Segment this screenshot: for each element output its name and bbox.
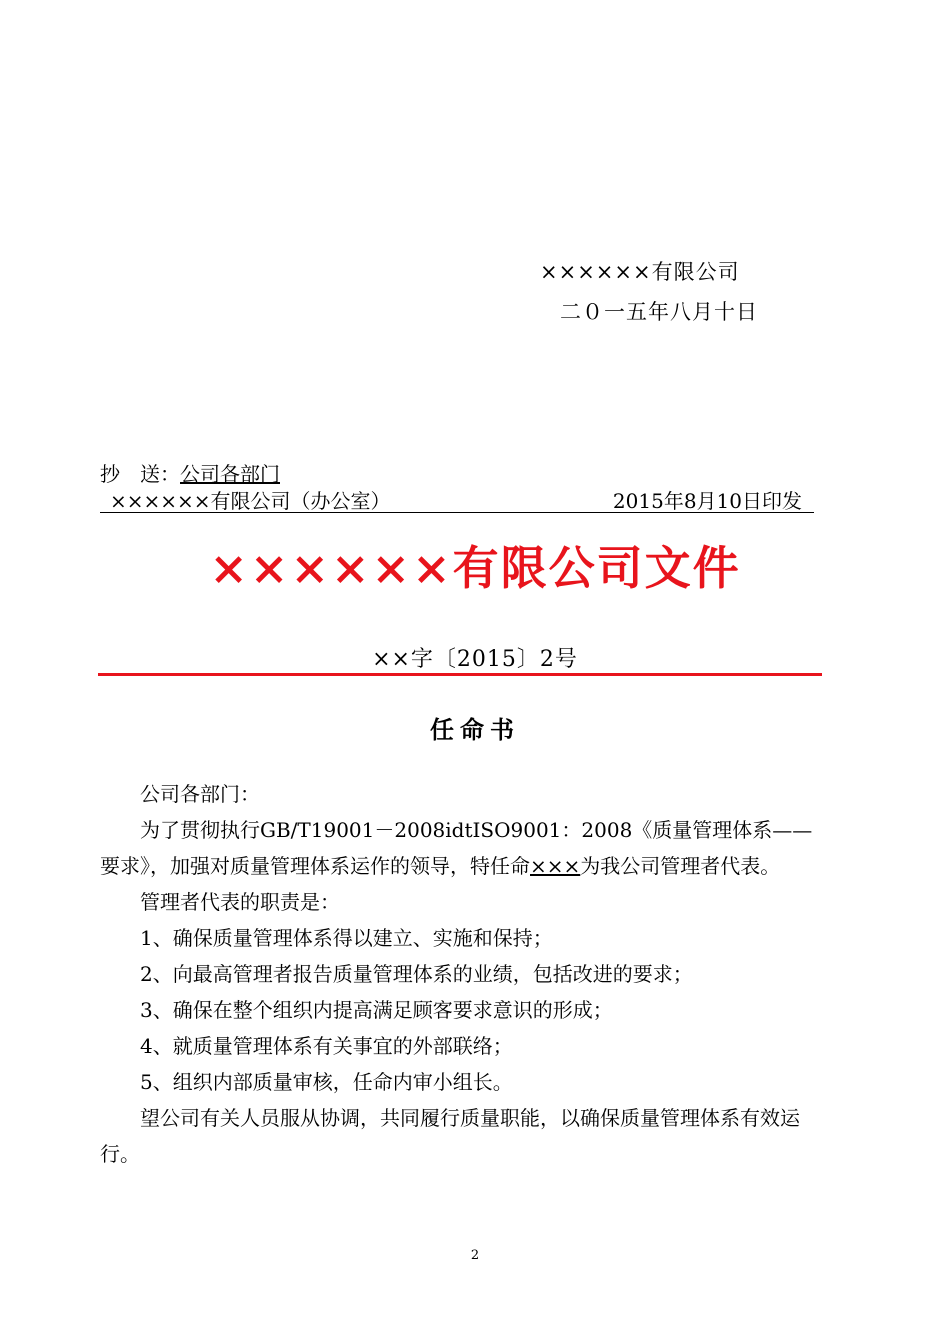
duty-item: 5、组织内部质量审核，任命内审小组长。 bbox=[140, 1070, 513, 1094]
page-number: 2 bbox=[470, 1248, 480, 1263]
duty-item: 3、确保在整个组织内提高满足顾客要求意识的形成； bbox=[140, 998, 613, 1022]
cc-line bbox=[100, 458, 280, 487]
appointee: ××× bbox=[530, 854, 581, 878]
duty-item: 2、向最高管理者报告质量管理体系的业绩，包括改进的要求； bbox=[140, 962, 693, 986]
cc-label: 抄 送： bbox=[100, 462, 180, 486]
issuer: ××××××有限公司（办公室） bbox=[110, 489, 391, 513]
issue-date: 2015年8月10日印发 bbox=[612, 489, 802, 513]
duty-item: 1、确保质量管理体系得以建立、实施和保持； bbox=[140, 926, 553, 950]
document-number: ××字〔2015〕2号 bbox=[372, 647, 578, 672]
document-title: 任命书 bbox=[430, 715, 520, 744]
intro-before: 为了贯彻执行GB/T19001－2008idtISO9001：2008《质量管理体系——要求》，加强对质量管理体系运作的领导，特任命 bbox=[100, 818, 813, 878]
salutation: 公司各部门： bbox=[140, 782, 260, 806]
document-body bbox=[100, 776, 822, 1172]
letterhead-title: ××××××有限公司文件 bbox=[209, 541, 741, 595]
intro-paragraph bbox=[100, 812, 822, 884]
closing-paragraph: 望公司有关人员服从协调，共同履行质量职能，以确保质量管理体系有效运行。 bbox=[100, 1106, 800, 1166]
signature-company: ××××××有限公司 bbox=[540, 260, 740, 284]
signature-date: 二０一五年八月十日 bbox=[560, 300, 758, 324]
duty-item: 4、就质量管理体系有关事宜的外部联络； bbox=[140, 1034, 513, 1058]
red-divider bbox=[98, 673, 822, 676]
duties-heading: 管理者代表的职责是： bbox=[140, 890, 340, 914]
cc-value: 公司各部门 bbox=[180, 462, 280, 486]
intro-after: 为我公司管理者代表。 bbox=[580, 854, 781, 878]
